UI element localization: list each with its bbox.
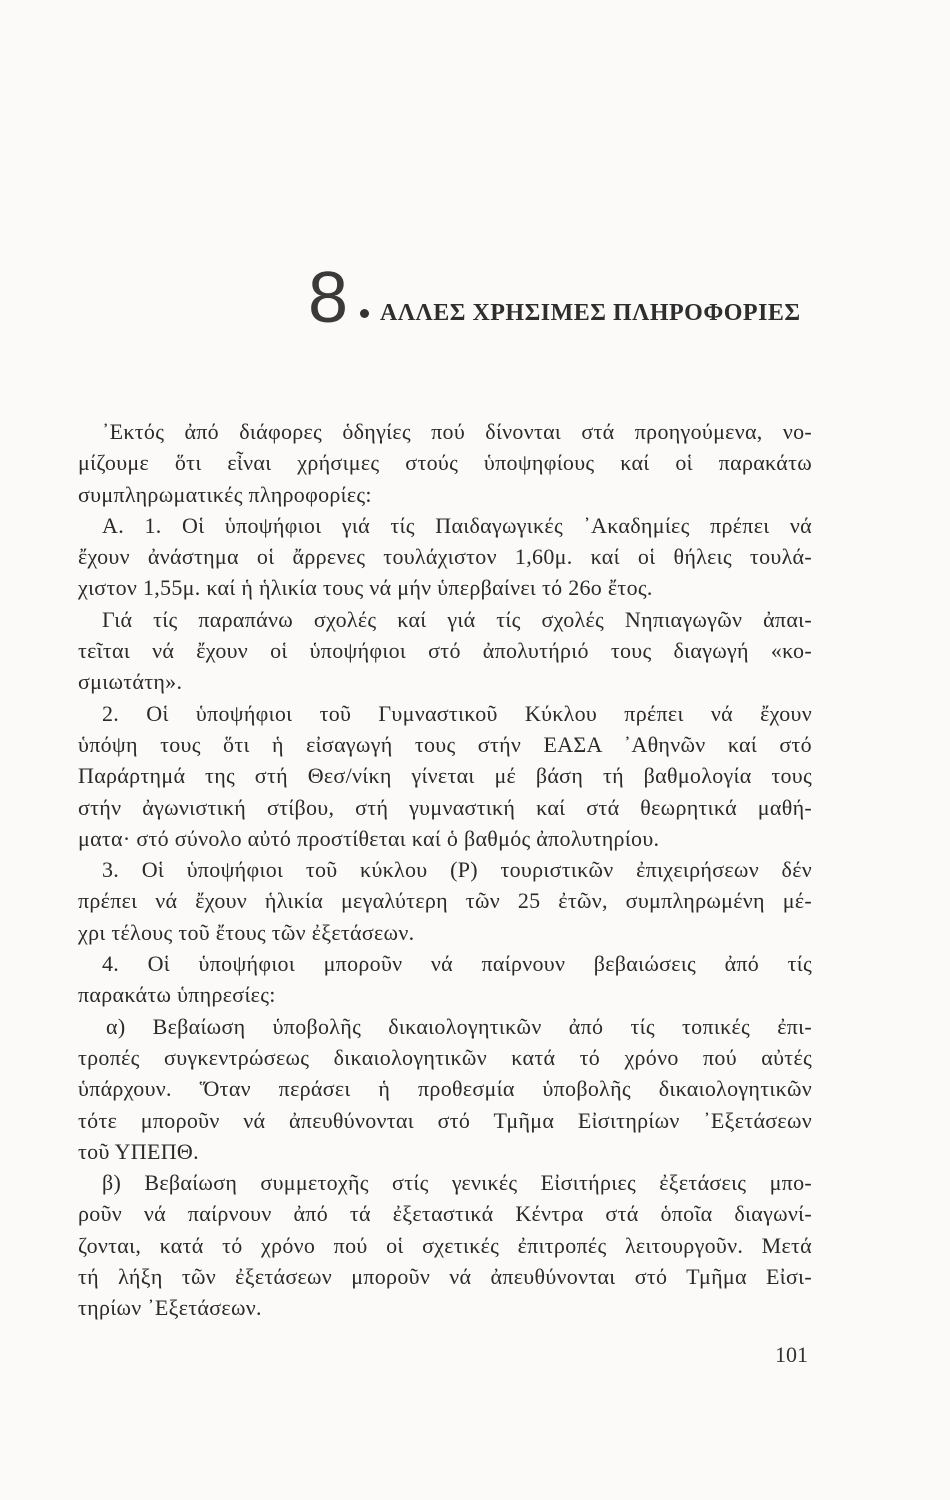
text-line: ζονται, κατά τό χρόνο πού οἱ σχετικές ἐπιτροπές λειτουργοῦν. Μετά [78,1232,812,1258]
text-line: συμπληρωματικές πληροφορίες: [78,481,372,507]
text-line: πρέπει νά ἔχουν ἡλικία μεγαλύτερη τῶν 25 ἐτῶν, συμπληρωμένη μέ- [78,888,812,914]
bullet-icon [360,309,369,318]
text-line: β) Βεβαίωση συμμετοχῆς στίς γενικές Εἰσιτήριες ἐξετάσεις μπο- [102,1170,812,1196]
text-line: Παράρτημά της στή Θεσ/νίκη γίνεται μέ βάση τή βαθμολογία τους [78,763,812,789]
chapter-title: ΑΛΛΕΣ ΧΡΗΣΙΜΕΣ ΠΛΗΡΟΦΟΡΙΕΣ [380,300,801,326]
text-line: 4. Οἱ ὑποψήφιοι μποροῦν νά παίρνουν βεβαιώσεις ἀπό τίς [102,951,812,977]
text-line: ματα· στό σύνολο αὐτό προστίθεται καί ὁ βαθμός ἀπολυτηρίου. [78,825,660,851]
text-line: 2. Οἱ ὑποψήφιοι τοῦ Γυμναστικοῦ Κύκλου πρέπει νά ἔχουν [102,700,812,726]
text-line: 3. Οἱ ὑποψήφιοι τοῦ κύκλου (Ρ) τουριστικῶν ἐπιχειρήσεων δέν [102,857,812,883]
text-line: σμιωτάτη». [78,669,183,695]
text-line: χρι τέλους τοῦ ἔτους τῶν ἐξετάσεων. [78,919,415,945]
text-line: τεῖται νά ἔχουν οἱ ὑποψήφιοι στό ἀπολυτήριό τους διαγωγή «κο- [78,638,812,664]
text-line: μίζουμε ὅτι εἶναι χρήσιμες στούς ὑποψηφίους καί οἱ παρακάτω [78,450,812,476]
body-text [78,416,812,1324]
text-line: ἔχουν ἀνάστημα οἱ ἄρρενες τουλάχιστον 1,60μ. καί οἱ θήλεις τουλά- [78,544,812,570]
text-line: ροῦν νά παίρνουν ἀπό τά ἐξεταστικά Κέντρα στά ὁποῖα διαγωνί- [78,1201,812,1227]
text-line: ᾿Εκτός ἀπό διάφορες ὁδηγίες πού δίνονται στά προηγούμενα, νο- [102,419,812,444]
chapter-heading [308,258,868,352]
text-line: Α. 1. Οἱ ὑποψήφιοι γιά τίς Παιδαγωγικές ᾿Ακαδημίες πρέπει νά [102,512,812,538]
text-line: α) Βεβαίωση ὑποβολῆς δικαιολογητικῶν ἀπό τίς τοπικές ἐπι- [106,1013,812,1039]
chapter-number: 8 [308,258,349,338]
text-line: τοῦ ΥΠΕΠΘ. [78,1138,199,1164]
text-line: τότε μποροῦν νά ἀπευθύνονται στό Τμῆμα Εἰσιτηρίων ᾿Εξετάσεων [78,1107,812,1133]
text-line: ὑπόψη τους ὅτι ἡ εἰσαγωγή τους στήν ΕΑΣΑ ᾿Αθηνῶν καί στό [78,731,812,757]
text-line: παρακάτω ὑπηρεσίες: [78,982,276,1008]
text-line: Γιά τίς παραπάνω σχολές καί γιά τίς σχολές Νηπιαγωγῶν ἀπαι- [102,606,812,632]
text-line: τηρίων ᾿Εξετάσεων. [78,1295,262,1321]
text-line: ὑπάρχουν. Ὅταν περάσει ἡ προθεσμία ὑποβολῆς δικαιολογητικῶν [78,1076,812,1102]
text-line: τροπές συγκεντρώσεως δικαιολογητικῶν κατά τό χρόνο πού αὐτές [78,1044,812,1070]
text-line: χιστον 1,55μ. καί ἡ ἡλικία τους νά μήν ὑπερβαίνει τό 26ο ἔτος. [78,575,653,601]
page-number: 101 [775,1342,808,1367]
text-line: τή λήξη τῶν ἐξετάσεων μποροῦν νά ἀπευθύνονται στό Τμῆμα Εἰσι- [78,1264,812,1290]
text-line: στήν ἀγωνιστική στίβου, στή γυμναστική καί στά θεωρητικά μαθή- [78,794,812,820]
